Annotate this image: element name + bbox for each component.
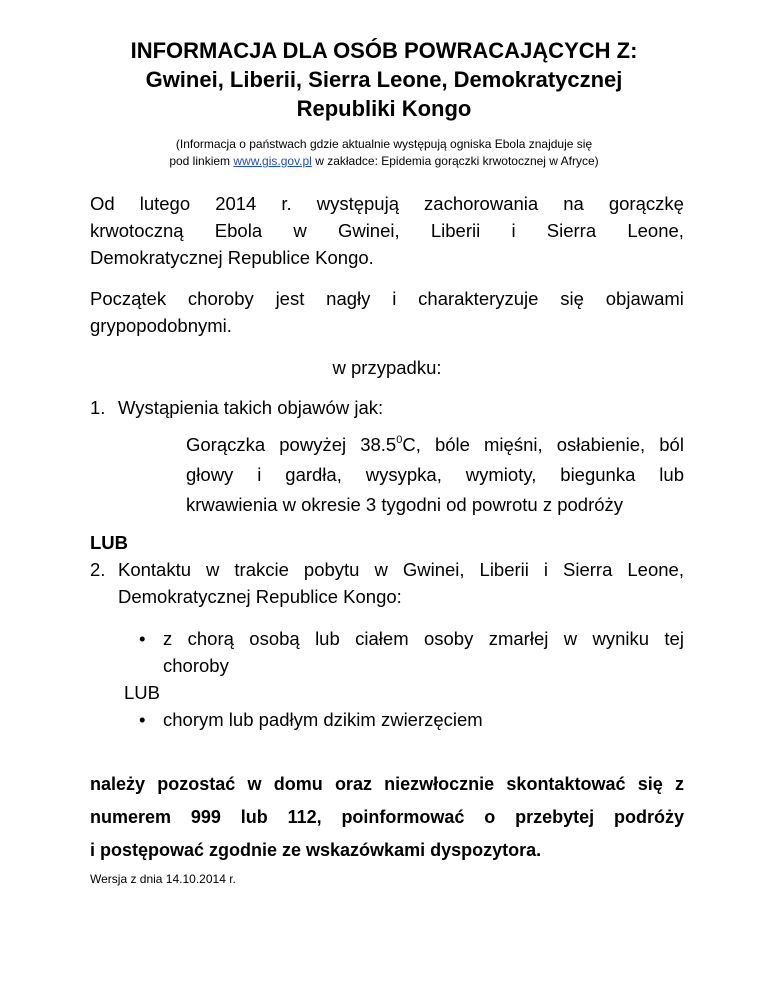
word: się	[560, 288, 584, 309]
word: podróży	[613, 807, 684, 827]
word: skontaktować	[506, 774, 626, 794]
final-line-3: i postępować zgodnie ze wskazówkami dyspozytora.	[90, 840, 542, 860]
word: w	[374, 559, 388, 580]
temperature-value: 38.5$^0$C,	[360, 434, 421, 455]
title-line-1: INFORMACJA DLA OSÓB POWRACAJĄCYCH Z:	[130, 38, 638, 63]
word: niezwłocznie	[384, 774, 495, 794]
word: Kontaktu	[118, 559, 192, 580]
word: oraz	[334, 774, 372, 794]
word: z	[163, 628, 173, 649]
item2-line-2: Demokratycznej Republice Kongo:	[118, 586, 402, 607]
symptoms-block	[186, 430, 684, 520]
word: zmarłej	[488, 628, 549, 649]
degree-superscript: 0	[396, 434, 403, 446]
word: Sierra	[563, 559, 613, 580]
para1-line-2	[90, 217, 684, 244]
word: wysypka,	[365, 464, 442, 485]
word: lub	[659, 464, 684, 485]
info-suffix: w zakładce: Epidemia gorączki krwotocznej w Afryce)	[315, 154, 599, 168]
word: zachorowania	[424, 193, 539, 214]
word: w	[247, 774, 262, 794]
word: osoby	[423, 628, 474, 649]
word: Sierra	[546, 220, 597, 241]
item2-line-1	[118, 556, 684, 583]
word: wymioty,	[465, 464, 537, 485]
word: tej	[664, 628, 684, 649]
word: na	[563, 193, 584, 214]
final-line-1	[90, 768, 684, 801]
bullet-1-text	[163, 625, 684, 679]
word: lub	[240, 807, 268, 827]
word: Liberii	[430, 220, 481, 241]
word: należy	[90, 774, 146, 794]
document-title	[80, 36, 688, 123]
word: przebytej	[515, 807, 595, 827]
word: lub	[315, 628, 340, 649]
word: chorą	[187, 628, 234, 649]
word: charakteryzuje	[418, 288, 539, 309]
word: Leone,	[627, 220, 684, 241]
word: numerem	[90, 807, 172, 827]
word: Początek	[90, 288, 167, 309]
word: w	[206, 559, 220, 580]
word: ciałem	[355, 628, 409, 649]
info-line-2	[80, 153, 688, 170]
word: występują	[316, 193, 399, 214]
word: z	[674, 774, 684, 794]
info-note	[80, 136, 688, 170]
word: 2014	[215, 193, 257, 214]
gis-link[interactable]: www.gis.gov.pl	[233, 154, 312, 168]
symptoms-word: Gorączka	[186, 434, 266, 455]
word: i	[392, 288, 397, 309]
word: Ebola	[214, 220, 263, 241]
word: Od	[90, 193, 115, 214]
word: gorączkę	[608, 193, 684, 214]
bullet-1-line-2: choroby	[163, 655, 229, 676]
word: lutego	[139, 193, 191, 214]
list-item-2	[90, 556, 684, 610]
info-prefix: pod linkiem	[169, 154, 231, 168]
version-footer: Wersja z dnia 14.10.2014 r.	[90, 872, 236, 886]
bullet-icon: •	[139, 709, 146, 730]
bullet-item-1	[139, 625, 684, 679]
symptoms-word: osłabienie,	[556, 434, 646, 455]
bullet-icon: •	[139, 628, 146, 649]
bullet-lub: LUB	[124, 682, 160, 703]
word: jest	[275, 288, 305, 309]
info-line-1: (Informacja o państwach gdzie aktualnie występują ogniska Ebola znajduje się	[175, 137, 593, 151]
symptoms-line-2	[186, 460, 684, 490]
word: objawami	[605, 288, 684, 309]
symptoms-line-1	[186, 430, 684, 460]
para1-line-1	[90, 190, 684, 217]
word: Liberii	[479, 559, 529, 580]
word: głowy	[186, 464, 234, 485]
word: osobą	[249, 628, 300, 649]
symptoms-word: bóle	[434, 434, 470, 455]
paragraph-outbreak	[90, 190, 684, 271]
word: w	[293, 220, 307, 241]
para1-line-3: Demokratycznej Republice Kongo.	[90, 247, 374, 268]
title-line-3: Republiki Kongo	[296, 96, 472, 121]
word: o	[484, 807, 496, 827]
word: Gwinei,	[337, 220, 400, 241]
word: 112,	[287, 807, 322, 827]
word: i	[257, 464, 262, 485]
symptoms-word: powyżej	[279, 434, 347, 455]
word: poinformować	[341, 807, 465, 827]
word: biegunka	[560, 464, 636, 485]
final-line-2	[90, 801, 684, 834]
word: pobytu	[303, 559, 360, 580]
paragraph-onset	[90, 285, 684, 339]
para2-line-1	[90, 285, 684, 312]
word: wyniku	[592, 628, 650, 649]
word: nagły	[326, 288, 371, 309]
symptoms-word: ból	[659, 434, 684, 455]
word: gardła,	[285, 464, 342, 485]
list-number-2: 2.	[90, 559, 106, 580]
list-number-1: 1.	[90, 397, 106, 418]
lub-separator: LUB	[90, 532, 129, 553]
word: i	[543, 559, 549, 580]
bullet-list	[124, 625, 684, 735]
word: i	[511, 220, 516, 241]
word: r.	[281, 193, 292, 214]
word: choroby	[187, 288, 254, 309]
bullet-1-line-1	[163, 625, 684, 652]
list-item-2-text	[118, 556, 684, 610]
symptoms-line-3: krwawienia w okresie 3 tygodni od powrotu z podróży	[186, 494, 624, 515]
word: trakcie	[234, 559, 289, 580]
para2-line-2: grypopodobnymi.	[90, 315, 232, 336]
title-line-2: Gwinei, Liberii, Sierra Leone, Demokratycznej	[145, 67, 623, 92]
word: domu	[273, 774, 323, 794]
list-item-1-text: Wystąpienia takich objawów jak:	[118, 397, 384, 418]
word: w	[563, 628, 578, 649]
word: pozostać	[157, 774, 236, 794]
bullet-2-text: chorym lub padłym dzikim zwierzęciem	[163, 709, 483, 730]
symptoms-word: mięśni,	[484, 434, 543, 455]
in-case-heading: w przypadku:	[332, 357, 442, 378]
word: Leone,	[627, 559, 684, 580]
final-instruction	[90, 768, 684, 867]
word: krwotoczną	[90, 220, 184, 241]
word: 999	[190, 807, 221, 827]
word: się	[637, 774, 663, 794]
word: Gwinei,	[402, 559, 465, 580]
